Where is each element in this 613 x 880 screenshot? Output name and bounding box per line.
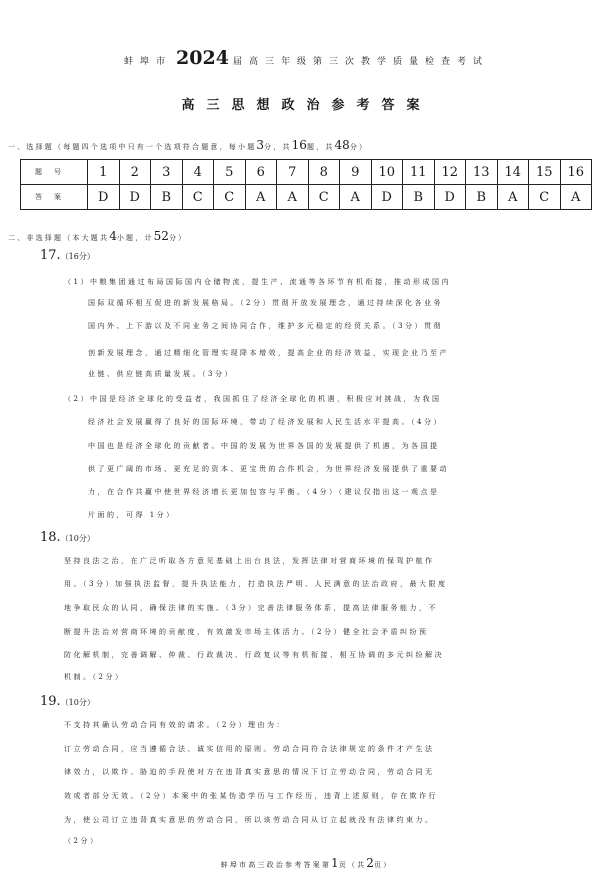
table-row-answers: [21, 185, 592, 210]
question-number-cell: 5: [214, 160, 246, 185]
answer-cell: D: [119, 185, 151, 210]
answer-cell: B: [403, 185, 435, 210]
q17-p2-line: 片面的，可得 1分）: [88, 511, 176, 519]
page-title: 高三思想政治参考答案: [181, 98, 432, 113]
answer-cell: C: [214, 185, 246, 210]
section2-heading: 二、非选择题（本大题共4小题，计52分）: [8, 229, 188, 243]
question-number-cell: 2: [119, 160, 151, 185]
question-number-cell: 6: [245, 160, 277, 185]
answer-cell: A: [340, 185, 372, 210]
q17-p2-line: 经济社会发展赢得了良好的国际环境，带动了经济发展和人民生活水平提高。（4分）: [88, 418, 443, 426]
answer-cell: D: [88, 185, 120, 210]
q18-line: 机制。（2分）: [64, 673, 125, 681]
q19-line: 律效力，以欺诈、胁迫的手段使对方在违背真实意思的情况下订立劳动合同，劳动合同无: [64, 768, 435, 776]
table-row-numbers: [21, 160, 592, 185]
q17-p1-line: 创新发展理念，通过精细化管理实现降本增效，提高企业的经济效益，实现企业乃至产: [88, 349, 449, 357]
q19-line: 订立劳动合同，应当遵循合法、诚实信用的原则。劳动合同符合法律规定的条件才产生法: [64, 745, 435, 753]
question-number-cell: 3: [151, 160, 183, 185]
q19-line: 不支持其确认劳动合同有效的请求。（2分）理由为：: [64, 721, 286, 729]
q17-p2-line: （2）中国是经济全球化的受益者，我国抓住了经济全球化的机遇，积极应对挑战，为我国: [64, 395, 442, 403]
question-number-cell: 8: [308, 160, 340, 185]
q18-line: 地争取民众的认同，确保法律的实施。（3分）完善法律服务体系，提高法律服务能力，不: [64, 604, 438, 612]
q18-line: 断提升法治对营商环境的贡献度，有效激发市场主体活力。（2分）健全社会矛盾纠纷预: [64, 628, 429, 636]
exam-header: [0, 47, 613, 69]
q18-line: 防化解机制，完善调解、仲裁、行政裁决、行政复议等有机衔接、相互协调的多元纠纷解决: [64, 651, 444, 659]
q17-p1-line: （1）中粮集团通过布局国际国内仓储物流，提生产、流通等各环节有机衔接，推动形成国内: [64, 278, 451, 286]
answer-cell: C: [529, 185, 561, 210]
q17-heading: 17.（16分）: [40, 248, 95, 263]
question-number-cell: 1: [88, 160, 120, 185]
q18-line: 用。（3分）加强执法监督，提升执法能力，打造执法严明、人民满意的法治政府，最大限度: [64, 580, 448, 588]
section1-heading: 一、选择题（每题四个选项中只有一个选项符合题意，每小题3分，共16题，共48分）: [8, 138, 369, 152]
q18-heading: 18.（10分）: [40, 530, 95, 545]
answer-cell: B: [151, 185, 183, 210]
question-number-cell: 10: [371, 160, 403, 185]
answer-table: [20, 159, 592, 210]
question-number-cell: 13: [466, 160, 498, 185]
q19-heading: 19.（10分）: [40, 694, 95, 709]
question-number-cell: 11: [403, 160, 435, 185]
q17-p1-line: 国内外、上下游以及不同业务之间协同合作，维护多元稳定的经贸关系。（3分）贯彻: [88, 322, 443, 330]
question-number-cell: 15: [529, 160, 561, 185]
answer-cell: A: [497, 185, 529, 210]
answer-cell: D: [371, 185, 403, 210]
question-number-cell: 14: [497, 160, 529, 185]
answer-cell: A: [277, 185, 309, 210]
answer-cell: B: [466, 185, 498, 210]
row-label-answer: 答案: [21, 185, 88, 210]
page-number: 1: [331, 856, 339, 870]
question-number-cell: 16: [560, 160, 592, 185]
answer-cell: A: [560, 185, 592, 210]
q17-p1-line: 业链、供应链高质量发展。（3分）: [88, 370, 234, 378]
answer-cell: D: [434, 185, 466, 210]
page-footer: 蚌埠市高三政治参考答案第1页（共2页）: [220, 856, 393, 870]
q19-line: （2分）: [64, 837, 100, 845]
q19-line: 为，使公司订立违背真实意思的劳动合同，所以该劳动合同从订立起就没有法律约束力。: [64, 816, 435, 824]
answer-cell: C: [308, 185, 340, 210]
answer-cell: C: [182, 185, 214, 210]
q17-p2-line: 力，在合作共赢中使世界经济增长更加包容与平衡。（4分）（建议仅指出这一观点是: [88, 488, 440, 496]
school-name: 蚌埠市: [124, 57, 173, 67]
q17-p1-line: 国际双循环相互促进的新发展格局。（2分）贯彻开放发展理念，通过持续深化各业务: [88, 299, 443, 307]
question-number-cell: 12: [434, 160, 466, 185]
question-number-cell: 7: [277, 160, 309, 185]
q19-line: 效或者部分无效。（2分）本案中的张某伪造学历与工作经历，违背上述原则，存在欺诈行: [64, 792, 438, 800]
exam-year: 2024: [176, 47, 229, 69]
q17-p2-line: 中国也是经济全球化的贡献者。中国的发展为世界各国的发展提供了机遇，为各国提: [88, 442, 440, 450]
q17-p2-line: 供了更广阔的市场、更充足的资本、更宝贵的合作机会，为世界经济发展提供了重要动: [88, 465, 449, 473]
exam-name: 届高三年级第三次教学质量检查考试: [232, 57, 489, 67]
question-number-cell: 9: [340, 160, 372, 185]
page-total: 2: [366, 856, 374, 870]
question-number-cell: 4: [182, 160, 214, 185]
answer-cell: A: [245, 185, 277, 210]
row-label-number: 题号: [21, 160, 88, 185]
q18-line: 坚持良法之治，在广泛听取各方意见基础上出台良法，发挥法律对营商环境的保驾护航作: [64, 557, 435, 565]
